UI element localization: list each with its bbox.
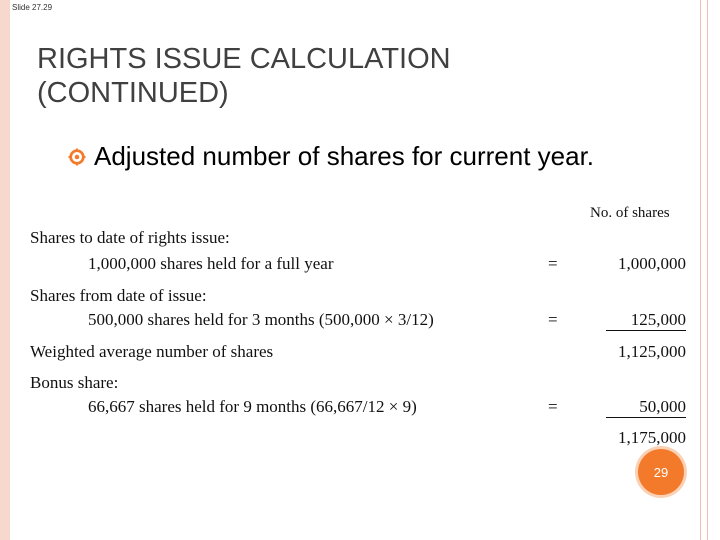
row-label: 500,000 shares held for 3 months (500,000 × 3/12) [88,310,434,329]
table-row [88,254,688,274]
table-row [88,310,434,330]
title-line-2: (CONTINUED) [37,77,229,109]
row-value: 125,000 [606,310,686,331]
row-value: 50,000 [606,397,686,418]
page-number: 29 [653,464,669,480]
total-value: 1,175,000 [618,428,686,447]
shares-calculation-table [24,195,694,453]
page-number-badge [638,449,684,495]
bullet-item [68,141,594,172]
equals-sign: = [548,310,558,329]
row-value: 1,125,000 [618,342,686,361]
right-decorative-frame [700,0,708,540]
title-line-1: RIGHTS ISSUE CALCULATION [37,43,451,75]
left-decorative-bar [0,0,10,540]
row-label: 1,000,000 shares held for a full year [88,254,334,273]
table-row [30,342,273,362]
table-row [30,373,118,393]
row-label: 66,667 shares held for 9 months (66,667/12 × 9) [88,397,417,416]
row-label: Shares from date of issue: [30,286,207,305]
slide-label: Slide 27.29 [12,3,53,12]
equals-sign: = [548,254,558,273]
row-value: 1,000,000 [618,254,686,273]
row-label: Bonus share: [30,373,119,392]
column-header: No. of shares [590,205,670,221]
row-label: Shares to date of rights issue: [30,228,230,247]
gear-bullet-icon [68,148,86,166]
row-label: Weighted average number of shares [30,342,274,361]
table-row [30,228,230,248]
table-row [88,397,417,417]
slide-title [37,42,451,110]
equals-sign: = [548,397,558,416]
table-row [30,286,207,306]
bullet-text: Adjusted number of shares for current year. [94,141,595,171]
